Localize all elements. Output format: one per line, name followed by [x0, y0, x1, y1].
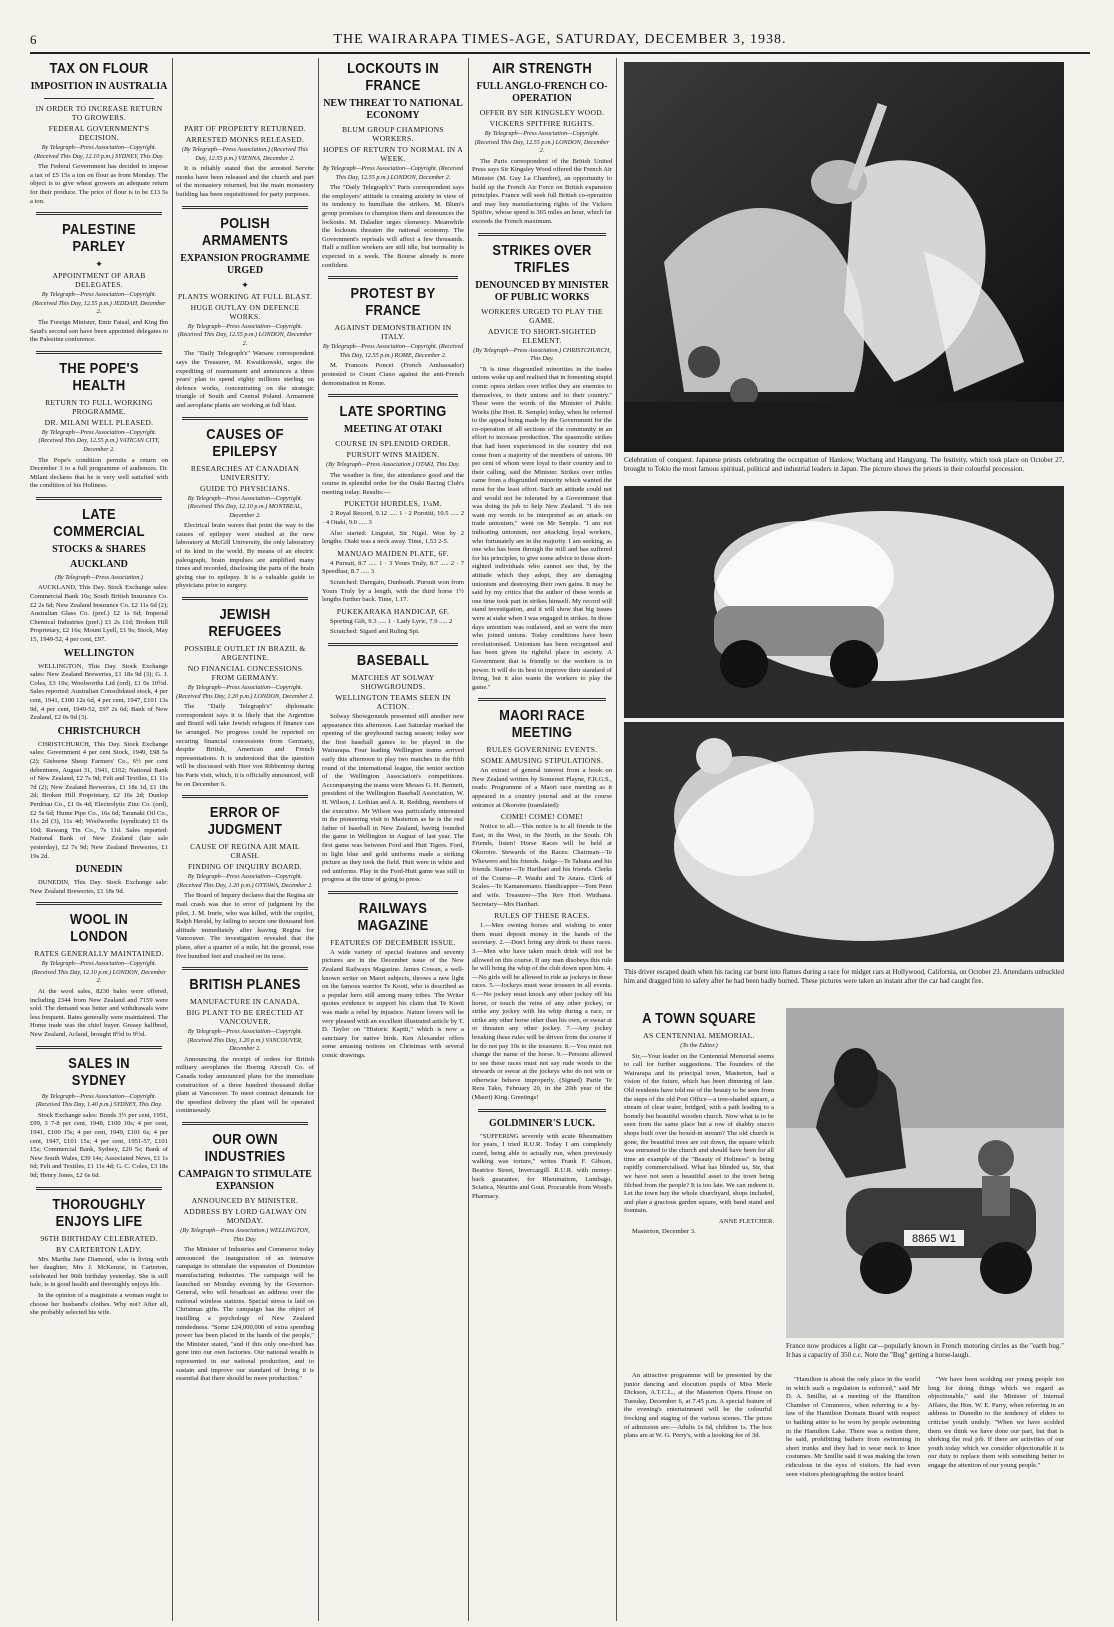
headline-refugees: JEWISH REFUGEES — [208, 606, 282, 641]
article-body: Notice to all.—This notice is to all friends in the East, in the West, in the North, in the South. Oh Friends, listen! Horse Races will be held at Okoroire. Stewards of the Races: Chairman—Te Whewero and his friends. Judge—Te Tahuna and his friends. Starter—Te Harihari and his friends. Clerks of the Course—P. Wauhi and Te Anara. Clerk of Scales—Te Kamanomano. Handicapper—Tom Penn and wife. Treasurer—The Rev Hori Wirihana. Secretary—Mrs Harihari. — [472, 823, 612, 908]
headline-industries: OUR OWN INDUSTRIES — [204, 1131, 286, 1166]
race-title: PUKEKARAKA HANDICAP, 6F. — [336, 606, 450, 616]
article-body: M. Francois Poncet (French Ambassador) protested to Count Ciano against the anti-French demonstration in Rome. — [322, 362, 464, 387]
subhead: DENOUNCED BY MINISTER OF PUBLIC WORKS — [475, 279, 609, 303]
subhead: RESEARCHES AT CANADIAN UNIVERSITY. — [190, 463, 300, 482]
article-body: The "Daily Telegraph's" Paris correspondent says the employers' attitude is creating anxiety in view of its tendency to humiliate the strikers. M. Blum's group promises to champion them and denounces the lockouts. M. Daladier urges clemency. Meanwhile the lockouts threaten the national economy. The Government's reprisals will affect a few thousands. Half a million workers are still idle, but normality is expected in a week. The Bourse already is more confident. — [322, 184, 464, 269]
headline-town-square: A TOWN SQUARE — [642, 1010, 756, 1027]
article-body: The "Daily Telegraph's" diplomatic correspondent says it is likely that the Argentine and Brazil will take Jewish refugees if finance can be arranged. No progress could be reported on securing financial concessions from Germany, despite British, American and French representations. It is understood that the question will be discussed with Herr von Ribbentrop during his Paris visit, which, it is officially announced, will be on December 6. — [176, 703, 314, 788]
photo-racing-car — [624, 486, 1064, 962]
article-body: "SUFFERING severely with acute Rheumatism for years, I tried R.U.R. Today I am completely cured, being able to actually run, when previously walking was torture," writes Frank F. Gibson, Beatrice Street, Invercargill. R.U.R. with money-back guarantee, for Rheumatism, Lumbago, Sciatica, Neuritis and Gout. Procurable from Wood's Pharmacy. — [472, 1132, 612, 1200]
race-title: MANUAO MAIDEN PLATE, 6F. — [337, 548, 449, 558]
subhead: FEDERAL GOVERNMENT'S DECISION. — [48, 124, 150, 142]
article-body: "It is time disgruntled minorities in the trades unions woke up and realised that in fomenting stupid comic opera strikes over trifles they are enemies to themselves, to their unions and to their country." These were the words of the Minister of Public Works (the Hon. R. Semple) today, when he referred to the appeal being made by the Government for the co-operation of all sections of the community in an effort to increase production. The spasmodic strikes that had been experienced in the country did not come from a majority of the members of unions. 90 per cent of whom were loyal to their country and to their calling, said the Minister. Strikes over trifles came from a disgruntled minority which wanted the most for the least effort. Such an attitude could not and would not be tolerated by a Government that was doing its job to help New Zealand. "I do not want my words to be interpreted as an attack on trade unionism," went on Mr Semple. "I am not indicating unionism, nor attacking loyal workers, who fortunately are in the majority. I am seeking, as one who has been through the mill and has suffered for his principles, to give some advice to those short-sighted individuals who cannot see that, by the attitude which they adopt, they are damaging unionism and destroying their own gains. It may be said by my critics that the author of these words at one time took part in strikes himself. My record will stand investigation, and it will show that big issues were at stake when I was engaged in strikes. In those days unionism was outlawed, and so were the men who joined unions. Today conditions have been revolutionised. Unionism has been recognised and has been given its rightful place in society. A Government that is friendly to the workers is in power. It will do its best to improve their standard of living, but it also wants the workers to play the game." — [472, 365, 612, 691]
article-body: The "Daily Telegraph's" Warsaw correspondent says the Treasurer, M. Kwaitkowski, urges the expediting of rearmament and announces a three years' plan to spend eighty millions sterling on defence works, concentrating on the strategic triangle of South and Central Poland. Armament and aeroplane plants are working at full blast. — [176, 350, 314, 409]
credit-line: By Telegraph—Press Association—Copyright. (Received This Day, 12.55 p.m.) VATICAN CITY, December 2. — [38, 428, 160, 453]
article-body: The Federal Government has decided to impose a tax of £5 15s a ton on flour as from Monday. The object is to give wheat growers an adequate return for their produce. The price of flour is to be £13 5s a ton. — [30, 163, 168, 205]
photo-caption: This driver escaped death when his racing car burst into flames during a race for midget cars at Hollywood, California, on October 23. Attendants unbuckled him and dragged him to safety after he had been badly burned. These pictures were taken an instant after the car had caught fire. — [624, 968, 1064, 985]
article-body: The Foreign Minister, Emir Faisal, and King Ibn Saud's second son have been appointed delegates to the Palestine conference. — [30, 318, 168, 344]
column-rule — [616, 58, 617, 1621]
article-body: It is reliably stated that the arrested Servite monks have been released and the church and part of the monastery returned, but the main monastery building has been requisitioned for party purposes. — [176, 165, 314, 198]
headline-strikes: STRIKES OVER TRIFLES — [492, 241, 592, 276]
letter-town-square — [624, 1008, 774, 1368]
dateline: Masterton, December 3. — [632, 1228, 696, 1236]
subhead: OFFER BY SIR KINGSLEY WOOD. — [479, 108, 605, 117]
bottom-hamilton — [786, 1376, 920, 1621]
column-rule — [172, 58, 173, 1621]
headline-goldminer: GOLDMINER'S LUCK. — [488, 1117, 596, 1129]
subhead: STOCKS & SHARES — [52, 543, 146, 555]
subhead: BIG PLANT TO BE ERECTED AT VANCOUVER. — [186, 1008, 304, 1027]
race-results: 2 Royal Record, 9.12 ..... 1 · 2 Porotiti, 10.5 ..... 2 · 4 Otaki, 9.0 ..... 3 — [322, 510, 464, 527]
credit-line: By Telegraph—Press Association—Copyright. (Received This Day, 12.10 p.m.) MONTREAL, December 2. — [187, 494, 303, 519]
headline-sydney: SALES IN SYDNEY — [68, 1054, 130, 1089]
subhead: RATES GENERALLY MAINTAINED. — [34, 949, 164, 959]
photo-priests — [624, 62, 1064, 452]
credit-line: By Telegraph—Press Association—Copyright. (Received This Day, 12.10 p.m.) LONDON, December 2. — [31, 960, 167, 985]
article-body: "We have been scolding our young people too long for doing things which we regard as objectionable," said the Minister of Internal Affairs, the Hon. W. E. Parry, when referring in an address in Dunedin to the tendency of elders to criticise youth unduly. "When we have scolded them we think we have done our part, but that is shirking the real job. If there are activities of our youth today which we consider objectionable it is our duty to replace them with something better to engage the attention of our young people." — [928, 1376, 1064, 1469]
article-body: Scratched: Sigard and Ruling Spi. — [330, 628, 420, 636]
subhead: BLUM GROUP CHAMPIONS WORKERS. — [342, 125, 444, 143]
article-body: Stock Exchange sales: Bonds 3½ per cent, 1951, £99, 3 7-8 per cent, 1948, £100 10s; 4 per cent, 1941, £100 15s; 4 per cent, 1949, £101 6s; 4 per cent, 1947, £101 15s; 4 per cent, 1951-57, £101 15s; Commercial Bank, Sydney, £20 5s; Bank of New South Wales, £39 14s; Associated News, £1 1s 6d; Felt and Textiles, £1 11s 4d; G. C. Coles, £3 18s 9d; Henry Jones, £2 6s 6d. — [30, 1111, 168, 1179]
headline-protest: PROTEST BY FRANCE — [350, 285, 436, 320]
article-body: The Board of Inquiry declares that the Regina air mail crash was due to error of judgment by the pilot, J. M. Imrie, who was killed, with the copilot, Ralph Herald, by failing to secure one thousand feet altitude immediately after leaving Regina for Vancouver. The investigation revealed that the plane, after a quarter of a mile, hit the ground, rose five hundred feet and crashed on its nose. — [176, 892, 314, 960]
headline-flour: TAX ON FLOUR — [49, 60, 149, 77]
article-body: A wide variety of special features and seventy pictures are in the December issue of the New Zealand Railways Magazine. James Cowan, a well-known writer on Maori subjects, throws a new light on the famous warrior Te Kooti, who is described as a popular hero still among many tribes. The Writer quotes evidence to support his claim that Te Kooti was made a rebel by injustice. Nature lovers will be very pleased with an excellent illustrated article by T. D. Taylor on "Historic Kapiti," which is now a sanctuary for native birds. Ken Alexander offers some amusing notions on Christmas with several comic drawings. — [322, 948, 464, 1059]
credit-line: (To the Editor.) — [680, 1042, 718, 1049]
subhead: FULL ANGLO-FRENCH CO-OPERATION — [476, 81, 608, 104]
column-1: TAX ON FLOUR IMPOSITION IN AUSTRALIA IN ORDER TO INCREASE RETURN TO GROWERS. FEDERAL GOVERNMENT'S DECISION. By Telegraph—Press Association—Copyright. (Received This Day, 12.10 p.m.) SYDNEY, This Day. The Federal Government has decided to impose a tax of £5 15s a ton on flour as from Monday. The object is to give wheat growers an adequate return for their produce. The price of flour is to be £13 5s a ton. PALESTINE PARLEY ✦ APPOINTMENT OF ARAB DELEGATES. By Telegraph—Press Association—Copyright. (Received This Day, 12.55 p.m.) JEDDAH, December 2. The Foreign Minister, Emir Faisal, and King Ibn Saud's second son have been appointed delegates to the Palestine conference. THE POPE'S HEALTH RETURN TO FULL WORKING PROGRAMME. DR. MILANI WELL PLEASED. By Telegraph—Press Association—Copyright. (Received This Day, 12.55 p.m.) VATICAN CITY, December 2. The Pope's condition permits a return on December 3 to a full programme of audiences. Dr. Milani declares that he is very well satisfied with the condition of his Holiness. LATE COMMERCIAL STOCKS & SHARES AUCKLAND (By Telegraph—Press Association.) AUCKLAND, This Day. Stock Exchange sales: Commercial Bank 16s; South British Insurance Co. £2 2s 6d; New Zealand Insurance Co. £2 11s 6d (2); Australian Glass Co. (pref.) £2 1s 6d; Imperial Chemical Industries (pref.) £1 2s 11d; Broken Hill Proprietary, £2 16s; Mount Lyell, £1 9s; Stock, May 15, 1949-52, 4 per cent, £97. WELLINGTON WELLINGTON, This Day. Stock Exchange sales: New Zealand Breweries, £1 18s 9d (3); G. J. Coles, £3 19s; Woolworths Ltd (ord), £1 0s 10½d. Sales reported: Australian Consolidated stock, 4 per cent, 1941, £100 12s 6d, 4 per cent, 1947, £101 13s 9d, 4 per cent, 1949-52, £97 2s 6d; Bank of New Zealand, £2 0s 9d (3). CHRISTCHURCH CHRISTCHURCH, This Day. Stock Exchange sales: Government 4 per cent Stock, 1949, £98 5s (2); Gisborne Sheep Farmers' Co., 6½ per cent debentures, August 31, 1941, £102; National Bank of New Zealand, £2 7s 9d; Felt and Textiles, £1 11s 7d (2); New Zealand Breweries, £1 18s 1d, £1 18s 2d; Broken Hill Proprietary, £2 16s 2d; Dunlop Perdriau Co., £1 0s 4d; Electrolytic Zinc Co. (ord), £2 5s 6d; Hume Pipe Co., 16s 6d; Taranaki Oil Co., 11s 2d (3), 11s 4d; Woolworths (syndicate) £1 0s 10d; Rawang Tin Co., 7s 11d. Sales reported: National Bank of New Zealand (late sale yesterday), £2 7s 9d; New Zealand Breweries, £1 19s 2d. DUNEDIN DUNEDIN, This Day. Stock Exchange sale: New Zealand Breweries, £1 18s 9d. WOOL IN LONDON RATES GENERALLY MAINTAINED. By Telegraph—Press Association—Copyright. (Received This Day, 12.10 p.m.) LONDON, December 2. At the wool sales, 8230 bales were offered, including 2344 from New Zealand and 7159 were sold. The demand was better and withdrawals were less frequent. Rates generally were maintained. The Home trade was the chief buyer. Greasy halfbred, New Zealand, Acland, brought 8½d to 9½d. SALES IN SYDNEY By Telegraph—Press Association—Copyright. (Received This Day, 1.40 p.m.) SYDNEY, This Day. Stock Exchange sales: Bonds 3½ per cent, 1951, £99, 3 7-8 per cent, 1948, £100 10s; 4 per cent, 1941, £100 15s; 4 per cent, 1949, £101 6s; 4 per cent, 1947, £101 15s; 4 per cent, 1951-57, £101 15s; Commercial Bank, Sydney, £20 5s; Bank of New South Wales, £39 14s; Associated News, £1 1s 6d; Felt and Textiles, £1 11s 4d; G. C. Coles, £3 18s 9d; Henry Jones, £2 6s 6d. THOROUGHLY ENJOYS LIFE 96TH BIRTHDAY CELEBRATED. BY CARTERTON LADY. Mrs Martha Jane Diamond, who is living with her daughter, Mrs J. McKenzie, in Carterton, celebrated her 96th birthday yesterday. She is still hale, is in good health and thoroughly enjoys life. In the opinion of a magistrate a woman ought to choose her husband's clothes. Why not? After all, she probably selected his wife. — [30, 60, 168, 1317]
subhead: HUGE OUTLAY ON DEFENCE WORKS. — [190, 302, 300, 321]
article-body: Mrs Martha Jane Diamond, who is living with her daughter, Mrs J. McKenzie, in Carterton, celebrated her 96th birthday yesterday. She is still hale, is in good health and thoroughly enjoys life. — [30, 1255, 168, 1289]
article-body: Solway Showgrounds presented still another new appearance this afternoon. Last Saturday marked the opening of the greyhound racing season; today saw the first baseball games to be played in the Wairarapa. Four leading Wellington teams arrived early this afternoon to play two matches in the fifth round of the international league, the senior section of the Wellington Association's competitions. Accompanying the teams were Messrs G. H. Bennett, president of the Wellington Baseball Association, W. H. Wilson, J. Lothian and A. R. Redding, members of the executive. Mr Wilson was particularly interested in the pioneering visit to Masterton as he is the real father of baseball in New Zealand, having founded the game in Wellington in August of last year. The first game was between Ford and Hutt Tigers. Ford, in light blue and gold uniforms made a striking picture as they took the field. Hutt were in white and red uniforms. Play in the Ford-Hutt game was still in progress at the time of going to press. — [322, 713, 464, 884]
photo-earth-bug — [786, 1008, 1064, 1338]
subhead: RULES OF THESE RACES. — [494, 911, 590, 921]
article-body: The Minister of Industries and Commerce today announced the inauguration of an intensive campaign to stimulate the expansion of Dominion manufacturing industries. The campaign will be launched on Monday evening by the Governor-General, who will broadcast an address over the national wireless stations. Special stress is laid on Christmas gifts. The campaign has the object of instilling a psychology of New Zealand mindedness. "Some £24,000,000 of extra spending power has been placed in the hands of the people," the Minister stated, "and if this only one-third has gone into our own factories. Our national wealth is represented in our national production, and to sustain and improve our standard of living it is essential that there should be more production." — [176, 1246, 314, 1383]
headline-birthday: THOROUGHLY ENJOYS LIFE — [52, 1195, 146, 1230]
subhead: GUIDE TO PHYSICIANS. — [200, 483, 290, 493]
article-body: Sir,—Your leader on the Centennial Memorial seems to call for further suggestions. The founders of the Wairarapa and its principal town, Masterton, had a vision of the future, which has been dimming of late. Old residents have told me of the beauty to be seen from the steps of the old Post Office—a tree-shaded square, a stream of clear water, bridged, with a path leading to a homely but beautiful wooden church. Now what is to be seen from the same place but a row of shabby stucco shops built over the boxed-in stream? The old church is gone, the beautiful trees are cut down, the square which was entrusted to the church and should have been for all time an example of the "Beauty of Holiness" is being rapidly commercialised. What has blinded us, Sir, that we have not seen a beautiful asset to the town being filched from the people? It is too late. We can redeem it. Let the town buy the whole churchyard, shops included, and plan a gracious garden square, with band stand and fountain. — [624, 1052, 774, 1215]
bottom-advert — [624, 1372, 772, 1621]
race-results: 4 Pursuit, 8.7 ..... 1 · 3 Yours Truly, 8.7 ..... 2 · 7 Speedfast, 8.7 ..... 3 — [322, 559, 464, 576]
credit-line: By Telegraph—Press Association—Copyright. (Received This Day, 12.55 p.m.) LONDON, December 2. — [322, 165, 464, 181]
subhead: IN ORDER TO INCREASE RETURN TO GROWERS. — [35, 104, 163, 122]
subhead: CAUSE OF REGINA AIR MAIL CRASH. — [190, 842, 300, 861]
headline-planes: BRITISH PLANES — [189, 976, 301, 994]
subhead: AGAINST DEMONSTRATION IN ITALY. — [334, 323, 452, 342]
subhead: ARRESTED MONKS RELEASED. — [185, 135, 305, 144]
credit-line: (By Telegraph—Press Association.) — [55, 573, 143, 581]
headline-sporting: LATE SPORTING — [339, 403, 447, 421]
headline-error: ERROR OF JUDGMENT — [207, 804, 283, 839]
subhead: HOPES OF RETURN TO NORMAL IN A WEEK. — [322, 145, 464, 163]
credit-line: By Telegraph—Press Association—Copyright. (Received This Day, 1.40 p.m.) SYDNEY, This Day. — [35, 1092, 163, 1109]
car-plate: 8865 W1 — [911, 1233, 957, 1245]
page-number: 6 — [30, 32, 38, 47]
article-body: 1.—Men owning horses and wishing to enter them must deposit money in the hands of the secretary. 2.—Don't bring any drink to these races. 3.—Men who have taken much drink will not be allowed on this course. If any man disobeys this rule he will bring the whip of the club down upon him. 4.—No girls will be allowed to ride as jockeys in these races. 5.—Jockeys must wear trousers in all events. 6.—No jockey must knock any other jockey off his horse, or touch the reins of any other jockey, or strike any jockey with his whip during a race, or strike any other horse other than his own, or swear at or threaten any other jockey. 7.—Any jockey breaking these rules will be driven from the course if he do not pay 10s to the treasurer. 8.—You must not change the name of the horse. 9.—Persons allowed to see these races must not say rude words to the stewards or swear at the jockeys who do not win or otherwise behave improperly. (Signed) Parite Te Rera Tako, February 20, in the 20th year of the (Maori) King. Greetings! — [472, 922, 612, 1102]
credit-line: By Telegraph—Press Association—Copyright. (Received This Day, 1.20 p.m.) LONDON, December 2. — [176, 684, 314, 700]
article-body: An extract of general interest from a book on New Zealand written by Somerset Playne, F.R.G.S., reads: Programme of a Maori race meeting as it appeared in a country journal and at the course entrance at Okoroire (translated): — [472, 767, 612, 809]
headline-epilepsy: CAUSES OF EPILEPSY — [206, 425, 284, 460]
photo-caption: Celebration of conquest. Japanese priests celebrating the occupation of Hankow, Wuchang and Hangyang. The festivity, which took place on October 27, brought to Tokio the most famous spiritual, political and industrial leaders in Japan. The picture shows the priests in their colourful procession. — [624, 456, 1064, 473]
subhead: CAMPAIGN TO STIMULATE EXPANSION — [178, 1169, 312, 1193]
credit-line: By Telegraph—Press Association—Copyright. (Received This Day, 12.55 p.m.) LONDON, December 2. — [474, 130, 610, 155]
subhead: DR. MILANI WELL PLEASED. — [44, 417, 154, 427]
signature: ANNE FLETCHER. — [719, 1217, 774, 1225]
headline-pope: THE POPE'S HEALTH — [59, 359, 139, 394]
credit-line: By Telegraph—Press Association—Copyright. (Received This Day, 12.55 p.m.) ROME, December 2. — [322, 343, 464, 359]
article-body: An attractive programme will be presented by the junior dancing and elocution pupils of Miss Merle Dickson, A.T.C.L., at the Masterton Opera House on Tuesday, December 6, at 7.45 p.m. A special feature of the evening's entertainment will be the colourful frocking and staging of the various scenes. The prices of admission are:—Adults 1s 6d, children 1s. The box plans are at W. G. Perry's, with a booking fee of 3d. — [624, 1372, 772, 1440]
article-body: WELLINGTON, This Day. Stock Exchange sales: New Zealand Breweries, £1 18s 9d (3); G. J. Coles, £3 19s; Woolworths Ltd (ord), £1 0s 10½d. Sales reported: Australian Consolidated stock, 4 per cent, 1941, £100 12s 6d, 4 per cent, 1947, £101 13s 9d, 4 per cent, 1949-52, £97 2s 6d; Bank of New Zealand, £2 0s 9d (3). — [30, 662, 168, 722]
subhead: NEW THREAT TO NATIONAL ECONOMY — [323, 98, 463, 121]
column-4 — [472, 58, 612, 1621]
subhead: AS CENTENNIAL MEMORIAL. — [643, 1031, 755, 1040]
subhead: BY CARTERTON LADY. — [56, 1244, 142, 1254]
credit-line: (By Telegraph—Press Association.) CHRISTCHURCH, This Day. — [473, 346, 611, 363]
headline-palestine: PALESTINE PARLEY — [62, 221, 136, 256]
headline-monks: PART OF PROPERTY RETURNED. — [184, 124, 306, 133]
credit-line: By Telegraph—Press Association—Copyright. (Received This Day, 1.20 p.m.) VANCOUVER, December 2. — [187, 1028, 303, 1053]
bottom-youth — [928, 1376, 1064, 1621]
credit-line: By Telegraph—Press Association—Copyright. (Received This Day, 1.20 p.m.) OTTAWA, December 2. — [177, 873, 313, 889]
article-body: CHRISTCHURCH, This Day. Stock Exchange sales: Government 4 per cent Stock, 1949, £98 5s (2); Gisborne Sheep Farmers' Co., 6½ per cent debentures, August 31, 1941, £102; National Bank of New Zealand, £2 7s 9d; Felt and Textiles, £1 11s 7d (2); New Zealand Breweries, £1 18s 1d, £1 18s 2d; Broken Hill Proprietary, £2 16s 2d; Dunlop Perdriau Co., £1 0s 4d; Electrolytic Zinc Co. (ord), £2 5s 6d; Hume Pipe Co., 16s 6d; Taranaki Oil Co., 11s 2d (3), 11s 4d; Woolworths (syndicate) £1 0s 10d; Rawang Tin Co., 7s 11d. Sales reported: National Bank of New Zealand (late sale yesterday), £2 7s 9d; New Zealand Breweries, £1 19s 2d. — [30, 740, 168, 860]
article-body: Electrical brain waves that point the way to the causes of epilepsy were studied at the new laboratory at McGill University, the only laboratory of its kind in the world. By means of an electric paleograph, brain impulses are amplified many times and recorded, disclosing the parts of the brain giving rise to epilepsy. It is a valuable guide to physicians prior to surgery. — [176, 522, 314, 590]
article-body: DUNEDIN, This Day. Stock Exchange sale: New Zealand Breweries, £1 18s 9d. — [30, 879, 168, 895]
subhead: APPOINTMENT OF ARAB DELEGATES. — [52, 271, 146, 290]
headline-lockouts: LOCKOUTS IN FRANCE — [347, 60, 439, 94]
credit-line: (By Telegraph—Press Association.) OTAKI, This Day. — [326, 461, 460, 469]
article-body: The Paris correspondent of the British United Press says Sir Kingsley Wood offered the French Air Minister (M. Guy La Chambre), an opportunity to build up the French Air Force on British expansion principles. France will seek full British co-operation and may buy manufacturing rights of the Vickers Spitfire, whose speed is 365 miles an hour, which far exceeds the French maximum. — [472, 157, 612, 225]
race-title: PUKETOI HURDLES, 1¼M. — [344, 499, 442, 509]
subhead: RETURN TO FULL WORKING PROGRAMME. — [45, 397, 153, 416]
article-body: The weather is fine, the attendance good and the course in splendid order for the Otaki Racing Club's meeting today. Results:— — [322, 471, 464, 496]
credit-line: By Telegraph—Press Association—Copyright. (Received This Day, 12.55 p.m.) LONDON, December 2. — [177, 322, 313, 347]
subhead: EXPANSION PROGRAMME URGED — [180, 252, 310, 276]
headline-air: AIR STRENGTH — [492, 60, 592, 77]
subhead: NO FINANCIAL CONCESSIONS FROM GERMANY. — [187, 664, 303, 683]
subhead-wellington: WELLINGTON — [63, 647, 135, 659]
subhead: PLANTS WORKING AT FULL BLAST. — [177, 291, 313, 301]
credit-line: (By Telegraph—Press Association.) (Received This Day, 12.55 p.m.) VIENNA, December 2. — [181, 146, 309, 162]
article-body: Also started: Linguist, Sir Nigel. Won by 2 lengths. Otaki was a neck away. Time, 1.53 2-5. — [322, 529, 464, 546]
subhead: COURSE IN SPLENDID ORDER. — [335, 439, 451, 449]
headline-commercial: LATE COMMERCIAL — [53, 505, 145, 540]
credit-line: (By Telegraph—Press Association.) WELLINGTON, This Day. — [180, 1227, 310, 1243]
subhead: VICKERS SPITFIRE RIGHTS. — [489, 119, 595, 128]
subhead: WORKERS URGED TO PLAY THE GAME. — [481, 306, 603, 325]
subhead: ADDRESS BY LORD GALWAY ON MONDAY. — [183, 1207, 307, 1226]
subhead: MATCHES AT SOLWAY SHOWGROUNDS. — [351, 673, 435, 691]
subhead: FINDING OF INQUIRY BOARD. — [188, 862, 302, 872]
subhead: ADVICE TO SHORT-SIGHTED ELEMENT. — [488, 326, 596, 345]
headline-baseball: BASEBALL — [356, 652, 430, 669]
subhead-auckland: AUCKLAND — [70, 558, 128, 570]
headline-maori: MAORI RACE MEETING — [499, 707, 585, 742]
subhead: COME! COME! COME! — [500, 812, 584, 822]
subhead: RULES GOVERNING EVENTS. — [486, 745, 598, 755]
article-body: AUCKLAND, This Day. Stock Exchange sales: Commercial Bank 16s; South British Insurance Co. £2 2s 6d; New Zealand Insurance Co. £2 11s 6d (2); Australian Glass Co. (pref.) £2 1s 6d; Imperial Chemical Industries (pref.) £1 2s 11d; Broken Hill Proprietary, £2 16s; Mount Lyell, £1 9s; Stock, May 15, 1949-52, 4 per cent, £97. — [30, 584, 168, 644]
subhead: SOME AMUSING STIPULATIONS. — [480, 756, 604, 766]
subhead: FEATURES OF DECEMBER ISSUE. — [330, 937, 456, 947]
column-rule — [468, 58, 469, 1621]
headline-railways: RAILWAYS MAGAZINE — [357, 899, 429, 934]
newspaper-title: THE WAIRARAPA TIMES-AGE, SATURDAY, DECEMBER 3, 1938. — [333, 32, 787, 47]
subhead: MEETING AT OTAKI — [343, 424, 443, 436]
race-results: Sporting Gift, 9.3 ..... 1 · Lady Lyric, 7.9 ..... 2 — [330, 617, 453, 625]
subhead: MANUFACTURE IN CANADA. — [189, 997, 301, 1007]
headline-polish: POLISH ARMAMENTS — [201, 214, 289, 249]
subhead: PURSUIT WINS MAIDEN. — [346, 450, 440, 460]
subhead: WELLINGTON TEAMS SEEN IN ACTION. — [335, 693, 451, 711]
credit-line: By Telegraph—Press Association—Copyright. (Received This Day, 12.10 p.m.) SYDNEY, This Day. — [34, 144, 164, 160]
column-rule — [318, 58, 319, 1621]
column-3 — [322, 58, 464, 1621]
article-body: Announcing the receipt of orders for British military aeroplanes the Boeing Aircraft Co. of Canada today announced plans for the immediate construction of a three hundred thousand dollar plant at Vancouver. To meet contract demands for the speediest delivery the plant will be operated continuously. — [176, 1055, 314, 1115]
article-body: "Hamilton is about the only place in the world in which such a regulation is enforced," said Mr D. A. Smillie, at a meeting of the Hamilton Chamber of Commerce, when referring to a by-law of the Hamilton Domain Board with respect to bathing attire to be worn by people swimming in the Hamilton Lake. There was a notion there, he said, prohibiting bathers from swimming in short trunks and they had to wear neck to knee costumes. Mr Smillie said it was making the town ridiculous in the eyes of visitors. He had even seen visitors photographing the notice board. — [786, 1376, 920, 1478]
subhead: 96TH BIRTHDAY CELEBRATED. — [40, 1233, 158, 1243]
article-body: The Pope's condition permits a return on December 3 to a full programme of audiences. Dr. Milani declares that he is very well satisfied with the condition of his Holiness. — [30, 456, 168, 490]
article-body: Scratched: Daregain, Dunbeath. Pursuit won from Yours Truly by a length, with the third horse 1½ lengths further back. Time, 1.17. — [322, 579, 464, 604]
subhead-christchurch: CHRISTCHURCH — [57, 725, 141, 737]
headline-wool: WOOL IN LONDON — [69, 911, 129, 946]
article-body: In the opinion of a magistrate a woman ought to choose her husband's clothes. Why not? After all, she probably selected his wife. — [30, 1291, 168, 1317]
credit-line: By Telegraph—Press Association—Copyright. (Received This Day, 12.55 p.m.) JEDDAH, December 2. — [32, 291, 166, 316]
photo-caption: France now produces a light car—popularly known in French motoring circles as the "earth bug." It has a capacity of 350 c.c. Note the "Bug" getting a horse-laugh. — [786, 1342, 1064, 1359]
subhead-dunedin: DUNEDIN — [75, 864, 123, 876]
article-body: At the wool sales, 8230 bales were offered, including 2344 from New Zealand and 7159 were sold. The demand was better and withdrawals were less frequent. Rates generally were maintained. The Home trade was the chief buyer. Greasy halfbred, New Zealand, Acland, brought 8½d to 9½d. — [30, 988, 168, 1039]
column-2: PART OF PROPERTY RETURNED. ARRESTED MONKS RELEASED. (By Telegraph—Press Association.) (Received This Day, 12.55 p.m.) VIENNA, December 2. It is reliably stated that the arrested Servite monks have been released and the church and part of the monastery returned, but the main monastery building has been requisitioned for party purposes. POLISH ARMAMENTS EXPANSION PROGRAMME URGED ✦ PLANTS WORKING AT FULL BLAST. HUGE OUTLAY ON DEFENCE WORKS. By Telegraph—Press Association—Copyright. (Received This Day, 12.55 p.m.) LONDON, December 2. The "Daily Telegraph's" Warsaw correspondent says the Treasurer, M. Kwaitkowski, urges the expediting of rearmament and announces a three years' plan to spend eighty millions sterling on defence works, concentrating on the strategic triangle of South and Central Poland. Armament and aeroplane plants are working at full blast. CAUSES OF EPILEPSY RESEARCHES AT CANADIAN UNIVERSITY. GUIDE TO PHYSICIANS. By Telegraph—Press Association—Copyright. (Received This Day, 12.10 p.m.) MONTREAL, December 2. Electrical brain waves that point the way to the causes of epilepsy were studied at the new laboratory at McGill University, the only laboratory of its kind in the world. By means of an electric paleograph, brain impulses are amplified many times and recorded, disclosing the parts of the brain giving rise to epilepsy. It is a valuable guide to physicians prior to surgery. JEWISH REFUGEES POSSIBLE OUTLET IN BRAZIL & ARGENTINE. NO FINANCIAL CONCESSIONS FROM GERMANY. By Telegraph—Press Association—Copyright. (Received This Day, 1.20 p.m.) LONDON, December 2. The "Daily Telegraph's" diplomatic correspondent says it is likely that the Argentine and Brazil will take Jewish refugees if finance can be arranged. No progress could be reported on securing financial concessions from Germany, despite British, American and French representations. It is understood that the question will be discussed with Herr von Ribbentrop during his Paris visit, which, it is officially announced, will be on December 6. ERROR OF JUDGMENT CAUSE OF REGINA AIR MAIL CRASH. FINDING OF INQUIRY BOARD. By Telegraph—Press Association—Copyright. (Received This Day, 1.20 p.m.) OTTAWA, December 2. The Board of Inquiry declares that the Regina air mail crash was due to error of judgment by the pilot, J. M. Imrie, who was killed, with the copilot, Ralph Herald, by failing to secure one thousand feet altitude immediately after leaving Regina for Vancouver. The investigation revealed that the plane, after a quarter of a mile, hit the ground, rose five hundred feet and crashed on its nose. BRITISH PLANES MANUFACTURE IN CANADA. BIG PLANT TO BE ERECTED AT VANCOUVER. By Telegraph—Press Association—Copyright. (Received This Day, 1.20 p.m.) VANCOUVER, December 2. Announcing the receipt of orders for British military aeroplanes the Boeing Aircraft Co. of Canada today announced plans for the immediate construction of a three hundred thousand dollar plant at Vancouver. To meet contract demands for the speediest delivery the plant will be operated continuously. OUR OWN INDUSTRIES CAMPAIGN TO STIMULATE EXPANSION ANNOUNCED BY MINISTER. ADDRESS BY LORD GALWAY ON MONDAY. (By Telegraph—Press Association.) WELLINGTON, This Day. The Minister of Industries and Commerce today announced the inauguration of an intensive campaign to stimulate the expansion of Dominion manufacturing industries. The campaign will be launched on Monday evening by the Governor-General, who will broadcast an address over the national wireless stations. Special stress is laid on Christmas gifts. The campaign has the object of instilling a psychology of New Zealand mindedness. "Some £24,000,000 of extra spending power has been placed in the hands of the people," the Minister stated, "and if this only one-third has gone into our own factories. Our national wealth is represented in our national production, and to sustain and improve our standard of living it is essential that there should be more production." — [176, 124, 314, 1383]
subhead: POSSIBLE OUTLET IN BRAZIL & ARGENTINE. — [184, 644, 306, 663]
subhead: IMPOSITION IN AUSTRALIA — [30, 81, 168, 92]
masthead — [30, 30, 1090, 54]
subhead: ANNOUNCED BY MINISTER. — [191, 1196, 299, 1206]
